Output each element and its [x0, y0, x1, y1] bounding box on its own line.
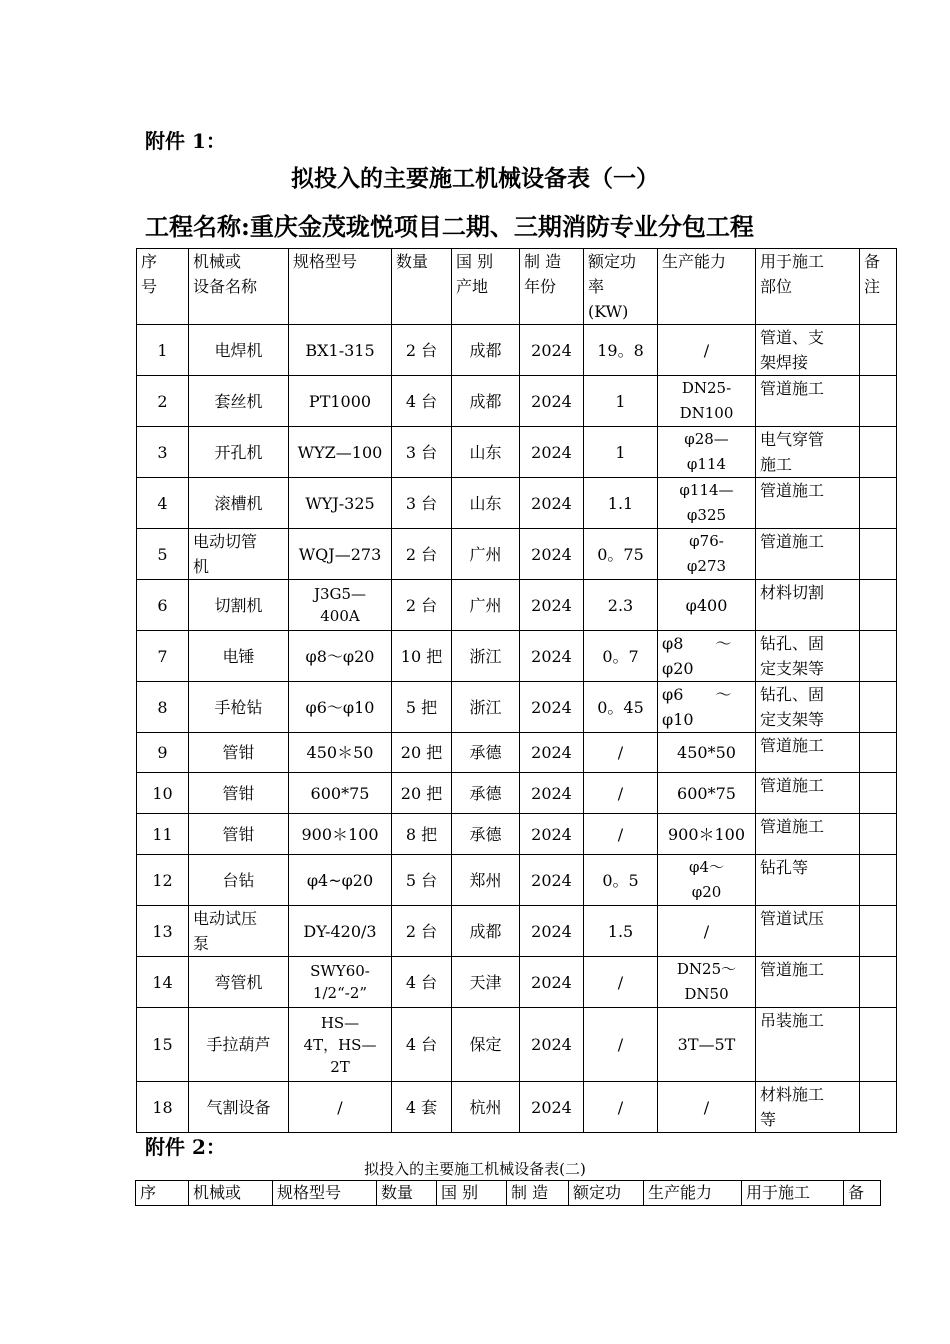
- cell-no: 14: [137, 957, 189, 1008]
- cell-origin: 山东: [452, 427, 520, 478]
- cell-capacity: /: [658, 325, 756, 376]
- cell-model: BX1-315: [289, 325, 392, 376]
- cell-power: 1: [584, 427, 658, 478]
- cell-remark: [860, 529, 897, 580]
- table-row: [137, 855, 897, 906]
- table-row: [137, 580, 897, 631]
- cell-power: /: [584, 773, 658, 814]
- cell-no: 8: [137, 682, 189, 733]
- cell-origin: 天津: [452, 957, 520, 1008]
- table-2-header-no: 序: [136, 1181, 189, 1206]
- cell-model: WYJ-325: [289, 478, 392, 529]
- table-2-header-capacity: 生产能力: [644, 1181, 742, 1206]
- cell-origin: 成都: [452, 376, 520, 427]
- cell-power: /: [584, 1008, 658, 1082]
- cell-qty: 2 台: [392, 580, 452, 631]
- table-row: [137, 427, 897, 478]
- table-2-header-usage: 用于施工: [742, 1181, 844, 1206]
- cell-model: φ8～φ20: [289, 631, 392, 682]
- cell-power: 0。5: [584, 855, 658, 906]
- cell-qty: 10 把: [392, 631, 452, 682]
- cell-usage: 管道施工: [756, 376, 860, 427]
- cell-name: 台钻: [189, 855, 289, 906]
- cell-model: SWY60- 1/2“-2”: [289, 957, 392, 1008]
- cell-model: 450＊50: [289, 733, 392, 773]
- cell-power: 1.5: [584, 906, 658, 957]
- cell-no: 6: [137, 580, 189, 631]
- cell-no: 1: [137, 325, 189, 376]
- cell-name: 管钳: [189, 814, 289, 855]
- table-2-title: 拟投入的主要施工机械设备表(二): [364, 1160, 586, 1178]
- header-remark: 备 注: [860, 249, 897, 325]
- cell-origin: 承德: [452, 773, 520, 814]
- table-row: [137, 325, 897, 376]
- header-model: 规格型号: [289, 249, 392, 325]
- header-usage: 用于施工 部位: [756, 249, 860, 325]
- cell-remark: [860, 957, 897, 1008]
- cell-remark: [860, 1008, 897, 1082]
- attachment-1-label: 附件 1：: [145, 129, 226, 153]
- table-row: [137, 376, 897, 427]
- cell-remark: [860, 906, 897, 957]
- table-row: [137, 957, 897, 1008]
- cell-year: 2024: [520, 376, 584, 427]
- cell-capacity: DN25- DN100: [658, 376, 756, 427]
- table-row: [137, 1082, 897, 1133]
- cell-origin: 杭州: [452, 1082, 520, 1133]
- cell-power: /: [584, 733, 658, 773]
- cell-model: PT1000: [289, 376, 392, 427]
- cell-no: 15: [137, 1008, 189, 1082]
- cell-name: 管钳: [189, 733, 289, 773]
- cell-usage: 吊装施工: [756, 1008, 860, 1082]
- cell-usage: 管道试压: [756, 906, 860, 957]
- table-row: [137, 631, 897, 682]
- table-2-header-name: 机械或: [189, 1181, 273, 1206]
- cell-capacity: /: [658, 906, 756, 957]
- cell-capacity: 600*75: [658, 773, 756, 814]
- cell-name: 电焊机: [189, 325, 289, 376]
- table-row: [137, 682, 897, 733]
- cell-capacity: /: [658, 1082, 756, 1133]
- header-no: 序 号: [137, 249, 189, 325]
- cell-usage: 材料切割: [756, 580, 860, 631]
- cell-usage: 管道施工: [756, 957, 860, 1008]
- table-row: [137, 529, 897, 580]
- cell-remark: [860, 682, 897, 733]
- cell-name: 滚槽机: [189, 478, 289, 529]
- cell-model: φ4~φ20: [289, 855, 392, 906]
- cell-qty: 4 套: [392, 1082, 452, 1133]
- cell-qty: 8 把: [392, 814, 452, 855]
- cell-model: φ6～φ10: [289, 682, 392, 733]
- cell-origin: 保定: [452, 1008, 520, 1082]
- table-2-header-row: [136, 1181, 881, 1206]
- cell-no: 2: [137, 376, 189, 427]
- cell-year: 2024: [520, 427, 584, 478]
- cell-qty: 5 把: [392, 682, 452, 733]
- cell-year: 2024: [520, 733, 584, 773]
- cell-origin: 浙江: [452, 682, 520, 733]
- table-row: [137, 1008, 897, 1082]
- cell-capacity: 450*50: [658, 733, 756, 773]
- cell-model: WQJ—273: [289, 529, 392, 580]
- cell-name: 气割设备: [189, 1082, 289, 1133]
- project-name: 工程名称:重庆金茂珑悦项目二期、三期消防专业分包工程: [145, 212, 754, 241]
- cell-remark: [860, 1082, 897, 1133]
- cell-usage: 管道施工: [756, 478, 860, 529]
- table-row: [137, 478, 897, 529]
- cell-name: 电动切管 机: [189, 529, 289, 580]
- cell-origin: 承德: [452, 733, 520, 773]
- cell-power: 2.3: [584, 580, 658, 631]
- cell-model: 600*75: [289, 773, 392, 814]
- cell-qty: 2 台: [392, 529, 452, 580]
- table-header-row: [137, 249, 897, 325]
- cell-power: /: [584, 1082, 658, 1133]
- cell-model: J3G5— 400A: [289, 580, 392, 631]
- cell-usage: 材料施工 等: [756, 1082, 860, 1133]
- cell-name: 弯管机: [189, 957, 289, 1008]
- cell-capacity: 900＊100: [658, 814, 756, 855]
- attachment-2-label: 附件 2：: [145, 1135, 226, 1159]
- cell-origin: 承德: [452, 814, 520, 855]
- cell-no: 7: [137, 631, 189, 682]
- cell-remark: [860, 733, 897, 773]
- cell-name: 电锤: [189, 631, 289, 682]
- cell-name: 手枪钻: [189, 682, 289, 733]
- cell-power: /: [584, 814, 658, 855]
- cell-model: 900＊100: [289, 814, 392, 855]
- cell-power: /: [584, 957, 658, 1008]
- cell-remark: [860, 580, 897, 631]
- cell-year: 2024: [520, 957, 584, 1008]
- cell-no: 9: [137, 733, 189, 773]
- cell-capacity: φ76- φ273: [658, 529, 756, 580]
- cell-name: 切割机: [189, 580, 289, 631]
- cell-origin: 广州: [452, 529, 520, 580]
- cell-qty: 20 把: [392, 773, 452, 814]
- header-name: 机械或 设备名称: [189, 249, 289, 325]
- header-year: 制 造 年份: [520, 249, 584, 325]
- equipment-table-1: [136, 248, 897, 1133]
- table-row: [137, 906, 897, 957]
- cell-power: 0。75: [584, 529, 658, 580]
- equipment-table-2: [135, 1180, 881, 1206]
- cell-qty: 2 台: [392, 325, 452, 376]
- cell-capacity: φ6 ～ φ10: [658, 682, 756, 733]
- cell-usage: 钻孔等: [756, 855, 860, 906]
- header-power: 额定功 率 (KW): [584, 249, 658, 325]
- cell-no: 13: [137, 906, 189, 957]
- cell-qty: 5 台: [392, 855, 452, 906]
- cell-no: 3: [137, 427, 189, 478]
- table-row: [137, 773, 897, 814]
- cell-capacity: φ4～ φ20: [658, 855, 756, 906]
- cell-no: 4: [137, 478, 189, 529]
- cell-capacity: φ114— φ325: [658, 478, 756, 529]
- cell-model: WYZ—100: [289, 427, 392, 478]
- cell-name: 套丝机: [189, 376, 289, 427]
- cell-origin: 成都: [452, 325, 520, 376]
- cell-capacity: 3T—5T: [658, 1008, 756, 1082]
- cell-year: 2024: [520, 682, 584, 733]
- cell-year: 2024: [520, 631, 584, 682]
- cell-usage: 管道施工: [756, 773, 860, 814]
- table-2-header-remark: 备: [844, 1181, 881, 1206]
- table-2-header-power: 额定功: [569, 1181, 644, 1206]
- cell-year: 2024: [520, 855, 584, 906]
- cell-qty: 2 台: [392, 906, 452, 957]
- cell-no: 5: [137, 529, 189, 580]
- cell-year: 2024: [520, 478, 584, 529]
- cell-model: /: [289, 1082, 392, 1133]
- cell-capacity: φ28— φ114: [658, 427, 756, 478]
- cell-power: 0。45: [584, 682, 658, 733]
- cell-remark: [860, 478, 897, 529]
- cell-capacity: φ8 ～ φ20: [658, 631, 756, 682]
- cell-power: 0。7: [584, 631, 658, 682]
- cell-name: 手拉葫芦: [189, 1008, 289, 1082]
- table-2-header-qty: 数量: [377, 1181, 437, 1206]
- cell-name: 电动试压 泵: [189, 906, 289, 957]
- cell-remark: [860, 325, 897, 376]
- cell-year: 2024: [520, 1082, 584, 1133]
- cell-remark: [860, 427, 897, 478]
- cell-usage: 管道、支 架焊接: [756, 325, 860, 376]
- cell-remark: [860, 814, 897, 855]
- header-origin: 国 别 产地: [452, 249, 520, 325]
- cell-origin: 山东: [452, 478, 520, 529]
- cell-name: 开孔机: [189, 427, 289, 478]
- cell-capacity: DN25～ DN50: [658, 957, 756, 1008]
- cell-usage: 钻孔、固 定支架等: [756, 631, 860, 682]
- cell-no: 18: [137, 1082, 189, 1133]
- cell-year: 2024: [520, 580, 584, 631]
- cell-origin: 成都: [452, 906, 520, 957]
- cell-remark: [860, 773, 897, 814]
- cell-qty: 3 台: [392, 427, 452, 478]
- cell-usage: 电气穿管 施工: [756, 427, 860, 478]
- cell-power: 1.1: [584, 478, 658, 529]
- table-2-header-year: 制 造: [507, 1181, 569, 1206]
- cell-origin: 浙江: [452, 631, 520, 682]
- cell-qty: 4 台: [392, 1008, 452, 1082]
- cell-remark: [860, 855, 897, 906]
- cell-name: 管钳: [189, 773, 289, 814]
- cell-usage: 钻孔、固 定支架等: [756, 682, 860, 733]
- header-qty: 数量: [392, 249, 452, 325]
- cell-remark: [860, 631, 897, 682]
- table-2-header-origin: 国 别: [437, 1181, 507, 1206]
- table-1-title: 拟投入的主要施工机械设备表（一）: [291, 165, 659, 192]
- cell-year: 2024: [520, 773, 584, 814]
- cell-no: 11: [137, 814, 189, 855]
- cell-model: HS— 4T，HS— 2T: [289, 1008, 392, 1082]
- cell-year: 2024: [520, 814, 584, 855]
- cell-no: 12: [137, 855, 189, 906]
- cell-qty: 20 把: [392, 733, 452, 773]
- cell-year: 2024: [520, 1008, 584, 1082]
- cell-power: 19。8: [584, 325, 658, 376]
- cell-remark: [860, 376, 897, 427]
- cell-capacity: φ400: [658, 580, 756, 631]
- cell-power: 1: [584, 376, 658, 427]
- cell-origin: 郑州: [452, 855, 520, 906]
- cell-year: 2024: [520, 906, 584, 957]
- cell-no: 10: [137, 773, 189, 814]
- cell-usage: 管道施工: [756, 814, 860, 855]
- cell-qty: 4 台: [392, 376, 452, 427]
- table-2-header-model: 规格型号: [273, 1181, 377, 1206]
- cell-usage: 管道施工: [756, 733, 860, 773]
- header-capacity: 生产能力: [658, 249, 756, 325]
- cell-year: 2024: [520, 325, 584, 376]
- cell-usage: 管道施工: [756, 529, 860, 580]
- table-row: [137, 733, 897, 773]
- cell-origin: 广州: [452, 580, 520, 631]
- table-row: [137, 814, 897, 855]
- cell-model: DY-420/3: [289, 906, 392, 957]
- cell-qty: 4 台: [392, 957, 452, 1008]
- cell-year: 2024: [520, 529, 584, 580]
- cell-qty: 3 台: [392, 478, 452, 529]
